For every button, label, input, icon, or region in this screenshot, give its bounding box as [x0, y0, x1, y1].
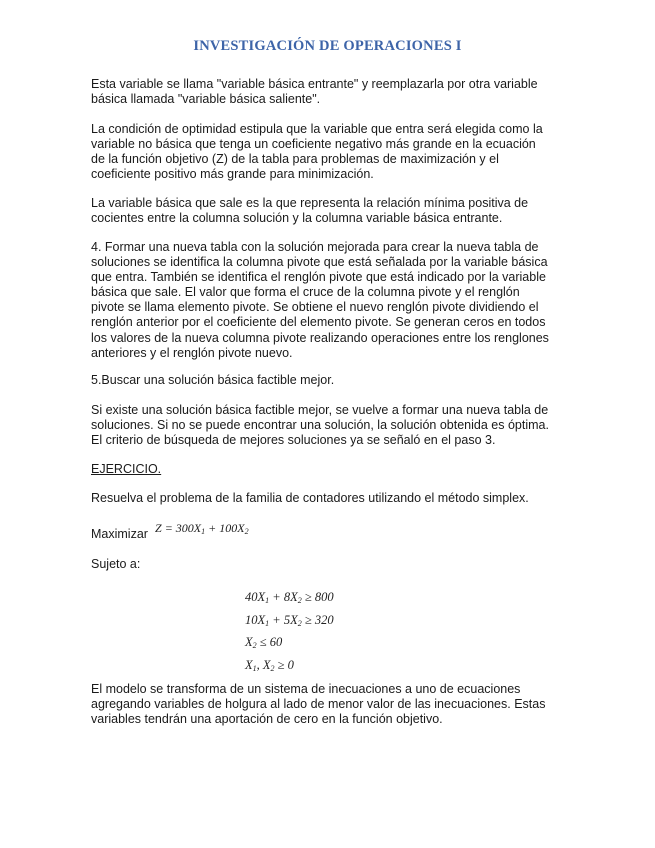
objective-function	[155, 521, 249, 536]
text-line: El criterio de búsqueda de mejores soluciones ya se señaló en el paso 3.	[91, 433, 496, 448]
math-subscript: 1	[265, 618, 270, 628]
math-subscript: 2	[297, 618, 302, 628]
math-symbol: 40	[245, 590, 258, 604]
math-symbol: X	[245, 635, 253, 649]
ejercicio-heading: EJERCICIO.	[91, 462, 162, 476]
math-symbol: X	[257, 590, 266, 604]
math-subscript: 2	[297, 596, 302, 605]
paragraph-1	[91, 77, 571, 107]
text-line: 5.Buscar una solución básica factible mejor.	[91, 373, 335, 387]
section-heading-ejercicio	[91, 462, 571, 477]
constraint-row	[245, 656, 334, 679]
math-symbol: + 8	[269, 590, 291, 604]
text-line: los valores de la nueva columna pivote realizando operaciones entre los renglones	[91, 330, 549, 345]
paragraph-3	[91, 196, 571, 226]
text-line: básica que sale. El valor que forma el cruce de la columna pivote y el renglón	[91, 285, 520, 300]
text-line: Maximizar	[91, 527, 148, 541]
text-line: Esta variable se llama "variable básica entrante" y reemplazarla por otra variable	[91, 77, 538, 91]
math-symbol: = 300	[161, 521, 194, 535]
text-line: soluciones se identifica la columna pivote que está señalada por la variable básica	[91, 255, 548, 270]
constraint-row	[245, 633, 334, 656]
math-subscript: 2	[244, 527, 249, 536]
text-line: Resuelva el problema de la familia de contadores utilizando el método simplex.	[91, 491, 529, 505]
text-line: renglón anterior por el coeficiente del elemento pivote. Se generan ceros en todos	[91, 315, 546, 330]
text-line: pivote se llama elemento pivote. Se obtiene el nuevo renglón pivote dividiendo el	[91, 300, 539, 315]
math-subscript: 1	[252, 663, 257, 673]
math-subscript: 1	[265, 596, 270, 605]
text-line: agregando variables de holgura al lado de menor valor de las inecuaciones. Estas	[91, 697, 546, 712]
text-line: 4. Formar una nueva tabla con la solución mejorada para crear la nueva tabla de	[91, 240, 539, 254]
paragraph-2	[91, 122, 571, 182]
text-line: básica llamada "variable básica saliente".	[91, 92, 321, 107]
math-symbol: ≥ 0	[274, 657, 294, 672]
constraints-block	[245, 588, 334, 678]
math-symbol: ≥ 320	[301, 612, 334, 627]
text-line: cocientes entre la columna solución y la columna variable básica entrante.	[91, 211, 503, 226]
math-symbol: ≥ 800	[301, 590, 334, 604]
text-line: variables tendrán una aportación de cero en la función objetivo.	[91, 712, 443, 727]
math-subscript: 2	[270, 663, 275, 673]
math-symbol: X	[237, 521, 245, 535]
math-symbol: X	[193, 521, 202, 535]
text-line: La variable básica que sale es la que representa la relación mínima positiva de	[91, 196, 529, 210]
math-symbol: + 5	[269, 612, 291, 627]
text-line: La condición de optimidad estipula que la variable que entra será elegida como la	[91, 122, 543, 136]
text-line: anteriores y el renglón pivote nuevo.	[91, 345, 293, 360]
paragraph-5	[91, 373, 571, 388]
math-subscript: 1	[201, 527, 206, 536]
math-symbol: X	[290, 612, 298, 627]
math-symbol: Z	[155, 521, 162, 535]
text-line: de la función objetivo (Z) de la tabla para problemas de maximización y el	[91, 152, 499, 167]
math-subscript: 2	[252, 641, 257, 650]
paragraph-7	[91, 491, 571, 506]
math-symbol: X	[245, 657, 253, 672]
math-symbol: ≤ 60	[256, 635, 283, 649]
text-line: coeficiente positivo más grande para minimización.	[91, 167, 374, 182]
text-line: Si existe una solución básica factible mejor, se vuelve a formar una nueva tabla de	[91, 403, 549, 417]
sujeto-label	[91, 557, 571, 572]
math-symbol: ,	[256, 657, 263, 672]
constraint-row	[245, 611, 334, 634]
text-line: variable no básica que tenga un coeficiente negativo más grande en la ecuación	[91, 137, 536, 152]
text-line: El modelo se transforma de un sistema de inecuaciones a uno de ecuaciones	[91, 682, 521, 696]
math-symbol: 10	[245, 612, 258, 627]
paragraph-8	[91, 682, 571, 727]
math-symbol: + 100	[205, 521, 238, 535]
constraint-row	[245, 588, 334, 611]
page-title: INVESTIGACIÓN DE OPERACIONES I	[193, 38, 462, 54]
text-line: soluciones. Si no se puede encontrar una solución, la solución obtenida es óptima.	[91, 418, 549, 433]
math-symbol: X	[262, 657, 271, 672]
paragraph-6	[91, 403, 571, 448]
math-symbol: X	[290, 590, 298, 604]
math-symbol: X	[257, 612, 266, 627]
text-line: Sujeto a:	[91, 557, 141, 571]
text-line: que entra. También se identifica el renglón pivote que está indicado por la variable	[91, 270, 546, 285]
paragraph-4	[91, 240, 571, 361]
